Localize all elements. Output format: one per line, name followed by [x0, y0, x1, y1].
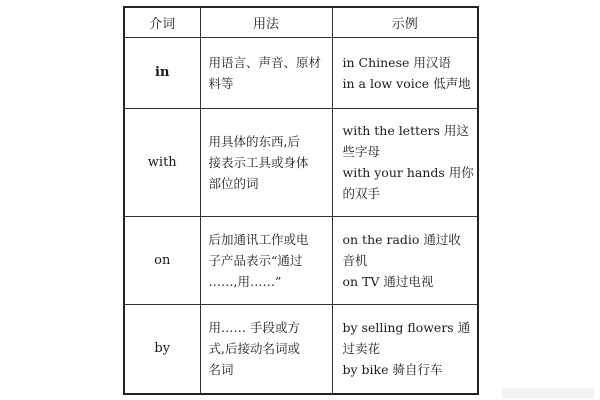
- usage-line: 部位的词: [208, 175, 259, 191]
- example-line: in Chinese 用汉语: [342, 54, 451, 70]
- preposition-cell: on: [124, 216, 200, 304]
- usage-line: 后加通讯工作或电: [208, 231, 309, 247]
- preposition-cell: by: [124, 304, 200, 394]
- usage-line: 用…… 手段或方: [208, 320, 300, 336]
- example-line: 些字母: [342, 144, 381, 159]
- example-line: on the radio 通过收: [342, 231, 461, 247]
- example-line: 的双手: [342, 186, 381, 201]
- usage-line: 名词: [208, 362, 234, 378]
- table-row-on: [124, 216, 478, 304]
- prepositions-table: [123, 6, 479, 395]
- grammar-table-container: [123, 6, 477, 393]
- usage-line: 接表示工具或身体: [208, 154, 309, 170]
- table-row-in: [124, 37, 478, 108]
- example-line: by bike 骑自行车: [342, 362, 443, 378]
- example-cell: [332, 37, 478, 108]
- preposition-cell: with: [124, 108, 200, 216]
- usage-cell: [200, 108, 332, 216]
- example-line: 过卖花: [342, 341, 381, 357]
- preposition-cell: in: [124, 37, 200, 108]
- header-preposition: 介词: [124, 7, 200, 37]
- example-line: on TV 通过电视: [342, 273, 434, 289]
- example-line: in a low voice 低声地: [342, 75, 471, 91]
- usage-cell: [200, 37, 332, 108]
- usage-line: 料等: [208, 75, 234, 91]
- example-line: with the letters 用这: [342, 123, 469, 138]
- example-cell: [332, 216, 478, 304]
- table-header-row: [124, 7, 478, 37]
- usage-line: 式,后接动名词或: [208, 341, 300, 357]
- example-line: 音机: [342, 252, 368, 268]
- usage-line: 子产品表示“通过: [208, 252, 303, 268]
- header-usage: 用法: [200, 7, 332, 37]
- example-line: by selling flowers 通: [342, 320, 471, 336]
- usage-line: ……,用……”: [208, 273, 282, 289]
- usage-cell: [200, 304, 332, 394]
- watermark: [502, 388, 594, 398]
- example-line: with your hands 用你: [342, 165, 474, 180]
- header-example: 示例: [332, 7, 478, 37]
- table-row-with: [124, 108, 478, 216]
- table-row-by: [124, 304, 478, 394]
- usage-line: 用语言、声音、原材: [208, 54, 322, 70]
- usage-line: 用具体的东西,后: [208, 133, 300, 149]
- usage-cell: [200, 216, 332, 304]
- example-cell: [332, 108, 478, 216]
- example-cell: [332, 304, 478, 394]
